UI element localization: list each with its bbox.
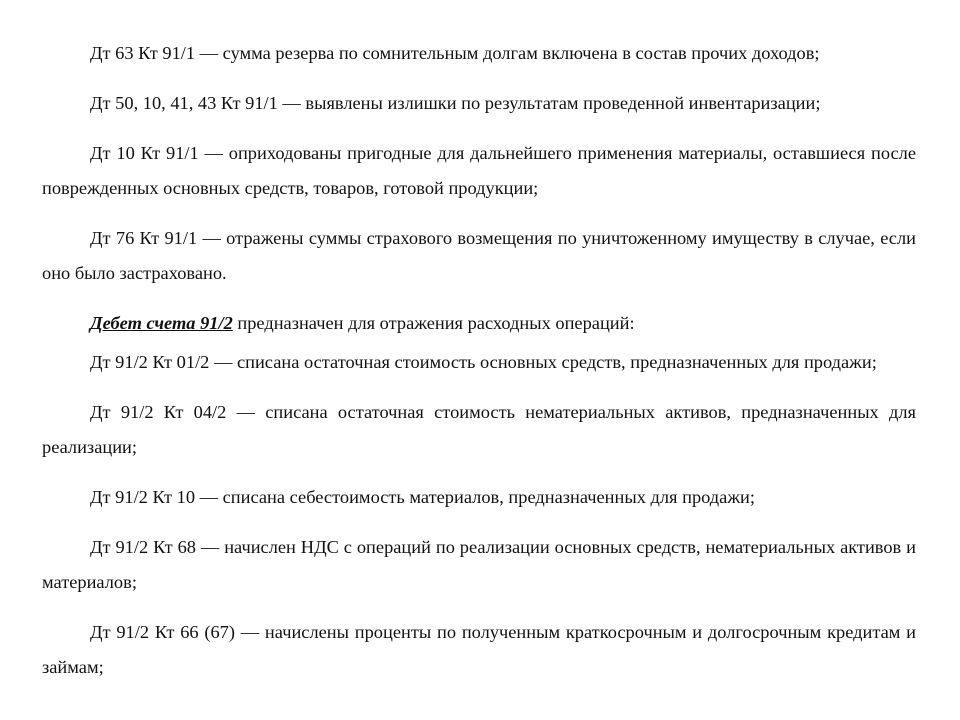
paragraph-inventory-surplus: Дт 50, 10, 41, 43 Кт 91/1 — выявлены излишки по результатам проведенной инвентаризации; xyxy=(90,93,821,113)
entry-interest-accrued: Дт 91/2 Кт 66 (67) — начислены проценты по полученным краткосрочным и долгосрочным кредитам и займам; xyxy=(42,622,916,677)
section-heading-rest: предназначен для отражения расходных операций: xyxy=(232,313,635,333)
section-heading-emphasis: Дебет счета 91/2 xyxy=(90,313,233,333)
paragraph-reserve-doubtful-debts: Дт 63 Кт 91/1 — сумма резерва по сомнительным долгам включена в состав прочих доходов; xyxy=(90,43,820,63)
entry-fixed-assets-residual: Дт 91/2 Кт 01/2 — списана остаточная стоимость основных средств, предназначенных для продажи; xyxy=(90,352,877,372)
entry-intangible-assets-residual: Дт 91/2 Кт 04/2 — списана остаточная стоимость нематериальных активов, предназначенных для реализации; xyxy=(42,402,916,457)
document-page xyxy=(42,36,916,700)
paragraph-insurance-compensation: Дт 76 Кт 91/1 — отражены суммы страхового возмещения по уничтоженному имуществу в случае, если оно было застраховано. xyxy=(42,228,916,283)
section-heading-debit-91-2 xyxy=(42,306,916,341)
entry-vat-accrued: Дт 91/2 Кт 68 — начислен НДС с операций по реализации основных средств, нематериальных активов и материалов; xyxy=(42,537,916,592)
paragraph-materials-capitalized: Дт 10 Кт 91/1 — оприходованы пригодные для дальнейшего применения материалы, оставшиеся после поврежденных основных средств, товаров, готовой продукции; xyxy=(42,143,916,198)
entry-materials-cost: Дт 91/2 Кт 10 — списана себестоимость материалов, предназначенных для продажи; xyxy=(90,487,755,507)
